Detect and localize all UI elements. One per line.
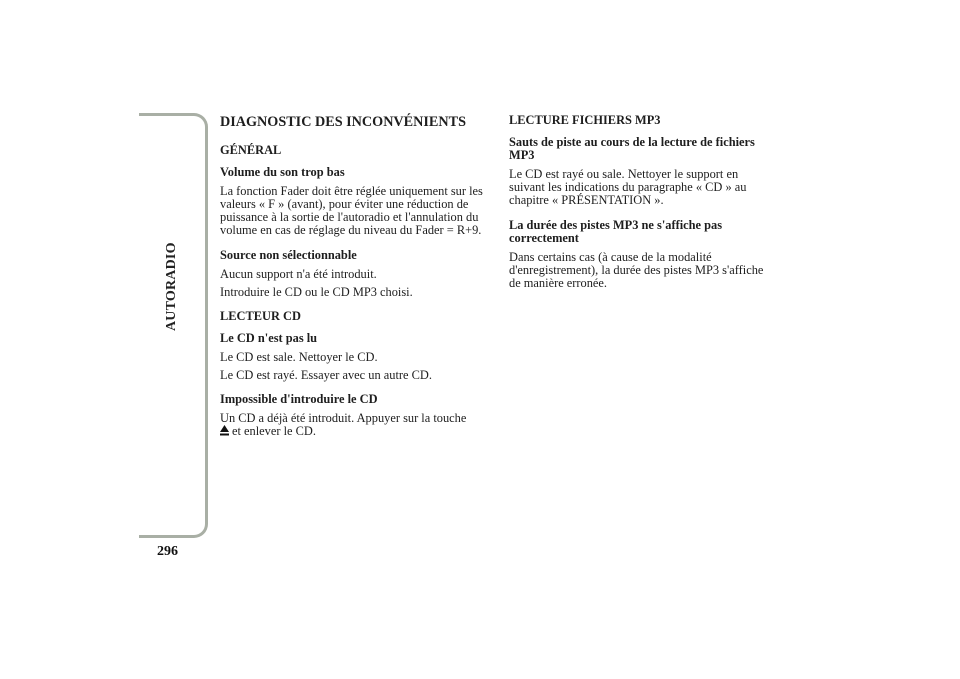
section-heading-cd-player: LECTEUR CD (220, 308, 301, 323)
cd-insert-body-end: et enlever le CD. (232, 424, 316, 439)
cd-not-read-body-1: Le CD est sale. Nettoyer le CD. (220, 350, 378, 365)
mp3-skips-title: Sauts de piste au cours de la lecture de fichiers MP3 (509, 135, 755, 163)
cd-insert-title: Impossible d'introduire le CD (220, 392, 378, 407)
mp3-duration-body: Dans certains cas (à cause de la modalité d'enregistrement), la durée des pistes MP3 s'affiche de manière erronée. (509, 249, 764, 290)
right-column (509, 114, 769, 295)
eject-icon (220, 425, 229, 439)
mp3-duration-title: La durée des pistes MP3 ne s'affiche pas correctement (509, 217, 723, 245)
volume-body: La fonction Fader doit être réglée uniquement sur les valeurs « F » (avant), pour éviter une réduction de puissance à la sortie de l'autoradio et l'annulation du volume en cas de réglage du niveau du Fader = R+9. (220, 184, 483, 238)
mp3-skips-body: Le CD est rayé ou sale. Nettoyer le support en suivant les indications du paragraphe « CD » au chapitre « PRÉSENTATION ». (509, 167, 747, 208)
cd-insert-body-text: Un CD a déjà été introduit. Appuyer sur la touche (220, 411, 467, 426)
section-heading-general: GÉNÉRAL (220, 143, 282, 157)
page-title: DIAGNOSTIC DES INCONVÉNIENTS (220, 114, 466, 130)
source-title: Source non sélectionnable (220, 247, 357, 262)
source-body-2: Introduire le CD ou le CD MP3 choisi. (220, 284, 413, 299)
cd-insert-body (220, 412, 496, 439)
section-heading-mp3: LECTURE FICHIERS MP3 (509, 113, 661, 127)
volume-title: Volume du son trop bas (220, 165, 345, 180)
cd-not-read-title: Le CD n'est pas lu (220, 330, 318, 345)
left-column (220, 114, 496, 445)
section-label: AUTORADIO (164, 242, 179, 331)
cd-not-read-body-2: Le CD est rayé. Essayer avec un autre CD. (220, 368, 432, 383)
page-number: 296 (157, 544, 178, 559)
source-body-1: Aucun support n'a été introduit. (220, 266, 377, 281)
